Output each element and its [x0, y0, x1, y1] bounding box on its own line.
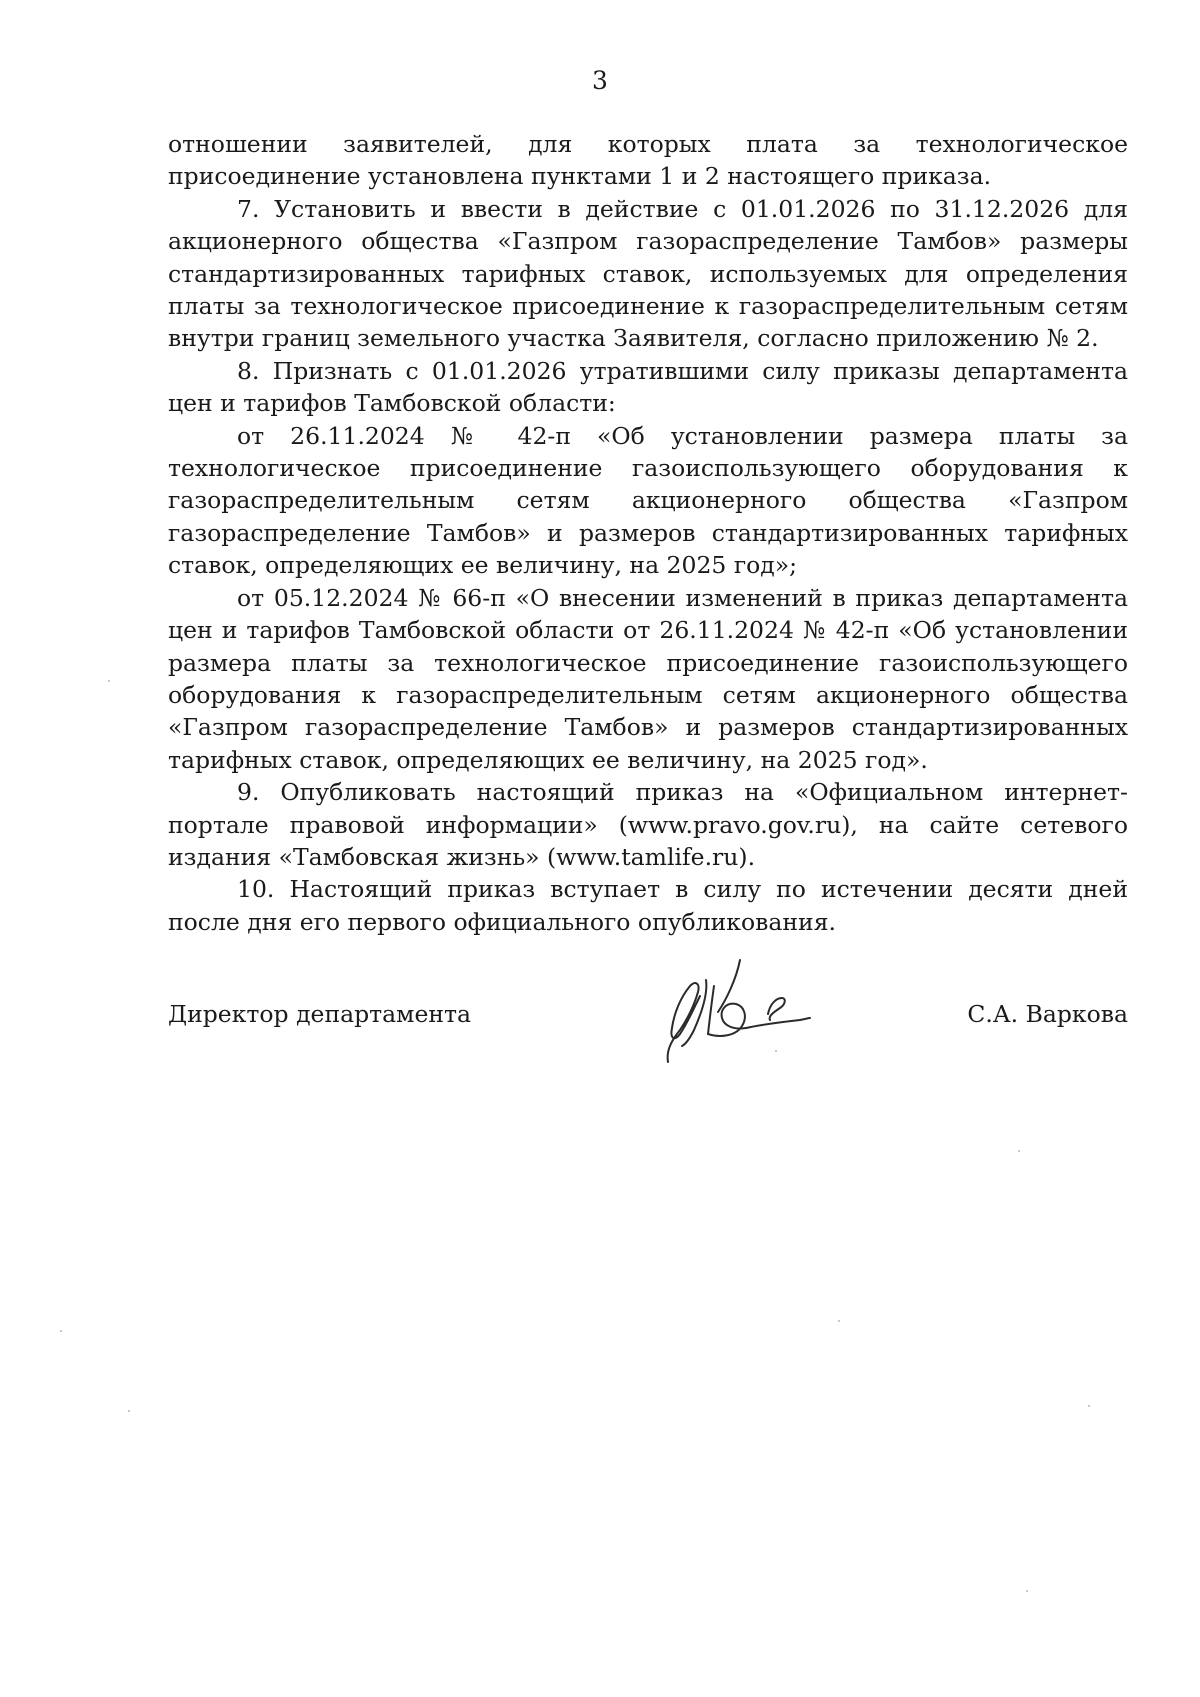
- paragraph-item-8: 8. Признать с 01.01.2026 утратившими силу приказы департамента цен и тарифов Тамбовской области:: [168, 356, 1128, 418]
- scan-speck: [128, 1410, 130, 1412]
- signer-name: С.А. Варкова: [967, 1000, 1128, 1028]
- paragraph-repealed-order-66: от 05.12.2024 № 66-п «О внесении изменений в приказ департамента цен и тарифов Тамбовской области от 26.11.2024 № 42-п «Об установлении размера платы за технологическое присоединение газоиспользующего оборудования к газораспределительным сетям акционерного общества «Газпром газораспределение Тамбов» и размеров стандартизированных тарифных ставок, определяющих ее величину, на 2025 год».: [168, 583, 1128, 774]
- paragraph-item-9: 9. Опубликовать настоящий приказ на «Официальном интернет-портале правовой информации» (www.pravo.gov.ru), на сайте сетевого издания «Тамбовская жизнь» (www.tamlife.ru).: [168, 778, 1128, 871]
- scan-speck: [775, 1050, 777, 1052]
- signature-row: [168, 998, 1128, 1038]
- scan-speck: [108, 680, 110, 682]
- paragraph-item-7: 7. Установить и ввести в действие с 01.01.2026 по 31.12.2026 для акционерного общества «Газпром газораспределение Тамбов» размеры стандартизированных тарифных ставок, используемых для определения платы за технологическое присоединение к газораспределительным сетям внутри границ земельного участка Заявителя, согласно приложению № 2.: [168, 194, 1128, 353]
- scan-speck: [838, 1320, 840, 1322]
- scan-speck: [1026, 1590, 1028, 1592]
- scan-speck: [1018, 1150, 1020, 1152]
- scan-speck: [1088, 1405, 1090, 1407]
- paragraph-continuation: отношении заявителей, для которых плата за технологическое присоединение установлена пунктами 1 и 2 настоящего приказа.: [168, 130, 1128, 191]
- paragraph-repealed-order-42: от 26.11.2024 № 42-п «Об установлении размера платы за технологическое присоединение газоиспользующего оборудования к газораспределительным сетям акционерного общества «Газпром газораспределение Тамбов» и размеров стандартизированных тарифных ставок, определяющих ее величину, на 2025 год»;: [168, 421, 1128, 580]
- document-body: [168, 128, 1128, 938]
- signer-title: Директор департамента: [168, 1000, 472, 1028]
- page-number: 3: [592, 66, 608, 95]
- scan-speck: [60, 1330, 62, 1332]
- paragraph-item-10: 10. Настоящий приказ вступает в силу по истечении десяти дней после дня его первого официального опубликования.: [168, 875, 1128, 936]
- handwritten-signature: [650, 950, 830, 1070]
